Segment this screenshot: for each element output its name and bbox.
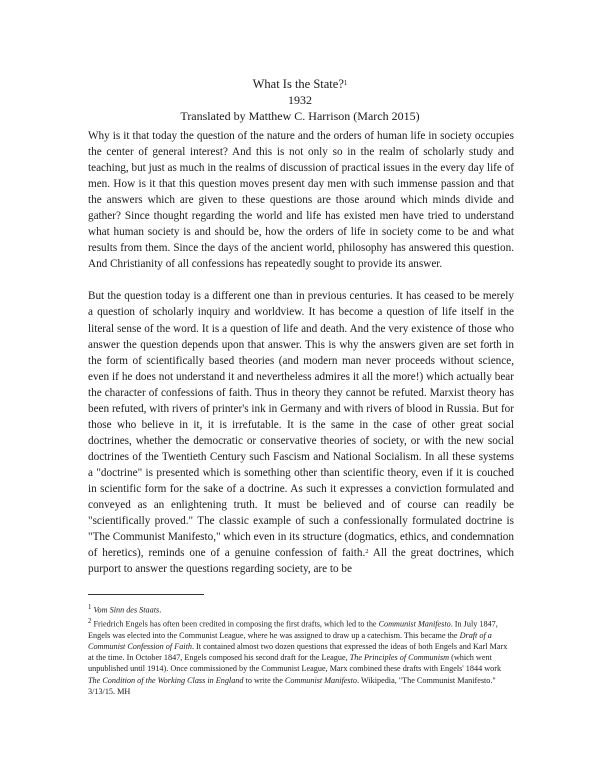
footnote-2-text: to write the (243, 675, 285, 685)
footnote-separator (88, 594, 204, 595)
footnote-2-text: (which went unpublished until 1914). Once commissioned by the Communist League, Marx combined these drafts with Engels' 1844 work (88, 653, 502, 674)
paragraph-2-tail: All the great doctrines, which purport to answer the questions regarding society, are to be (88, 547, 514, 576)
translator-line: Translated by Matthew C. Harrison (March 2015) (180, 109, 420, 123)
paragraph-2 (88, 288, 514, 577)
footnote-2-italic-title: The Principles of Communism (349, 653, 450, 663)
paragraph-1: Why is it that today the question of the nature and the orders of human life in society occupies the center of general interest? And this is not only so in the realm of scholarly study and teaching, but just as much in the realms of discussion of practical issues in the every day life of men. How is it that this question moves present day men with such immense passion and that the answers which are given to these questions are those around which minds divide and gather? Since thought regarding the world and life has existed men have tried to understand what human society is and should be, how the orders of life in society come to be and what results from them. Since the days of the ancient world, philosophy has answered this question. And Christianity of all confessions has repeatedly sought to provide its answer. (88, 130, 514, 271)
footnotes (88, 602, 514, 697)
footnote-2-italic-title: Communist Manifesto (378, 619, 451, 629)
document-title-line (0, 76, 600, 92)
footnote-2-body (88, 617, 508, 696)
paragraph-2-text: But the question today is a different one than in previous centuries. It has ceased to be merely a question of scholarly inquiry and worldview. It has become a question of life itself in the literal sense of the word. It is a question of life and death. And the very existence of those who answer the question depends upon that answer. This is why the answers given are set forth in the form of scientifically based theories (and modern man never proceeds without science, even if he does not understand it and nevertheless admires it all the more!) which actually bear the character of confessions of faith. Thus in theory they cannot be refuted. Marxist theory has been refuted, with rivers of printer's ink in Germany and with rivers of blood in Russia. But for those who believe in it, it is irrefutable. It is the same in the case of other great social doctrines, whether the democratic or conservative theories of society, or with the new social doctrines of the Twentieth Century such Fascism and National Socialism. In all these systems a "doctrine" is presented which is something other than scientific theory, even if it is couched in scientific form for the sake of a doctrine. As such it expresses a conviction formulated and conveyed as an enlightening truth. It must be believed and of course can readily be "scientifically proved." The classic example of such a confessionally formulated doctrine is "The Communist Manifesto," which even in its structure (dogmatics, ethics, and condemnation of heretics), reminds one of a genuine confession of faith. (88, 290, 514, 560)
footnote-2-italic-title: Draft of a Communist Confession of Faith (88, 630, 492, 652)
footnote-2-italic-title: The Condition of the Working Class in England (88, 675, 244, 685)
footnote-1-text: . (159, 605, 162, 615)
footnote-2 (88, 616, 514, 697)
footnote-2-text: . In July 1847, Engels was elected into the Communist League, where he was assigned to draw up a catechism. This became the (88, 619, 498, 640)
footnote-2-text: . Wikipedia, "The Communist Manifesto." 3/13/15. MH (88, 675, 496, 696)
document-header (0, 76, 600, 124)
footnote-1-marker: 1 (88, 604, 92, 611)
footnote-2-marker: 2 (88, 617, 92, 625)
footnote-2-text: . It contained almost two dozen questions that expressed the ideas of both Engels and Karl Marx at the time. In October 1847, Engels composed his second draft for the League, (88, 642, 508, 663)
footnote-ref-2[interactable]: 2 (365, 548, 369, 556)
document-body (88, 128, 514, 577)
document-year: 1932 (288, 93, 312, 107)
footnote-ref-1[interactable]: 1 (343, 79, 348, 87)
footnote-2-text: Friedrich Engels has often been credited in composing the first drafts, which led to the (93, 619, 379, 629)
footnote-2-italic-title: Communist Manifesto (284, 675, 357, 685)
document-title: What Is the State? (252, 77, 344, 91)
footnote-1-italic: Vom Sinn des Staats (93, 605, 160, 615)
footnote-1 (88, 602, 514, 616)
